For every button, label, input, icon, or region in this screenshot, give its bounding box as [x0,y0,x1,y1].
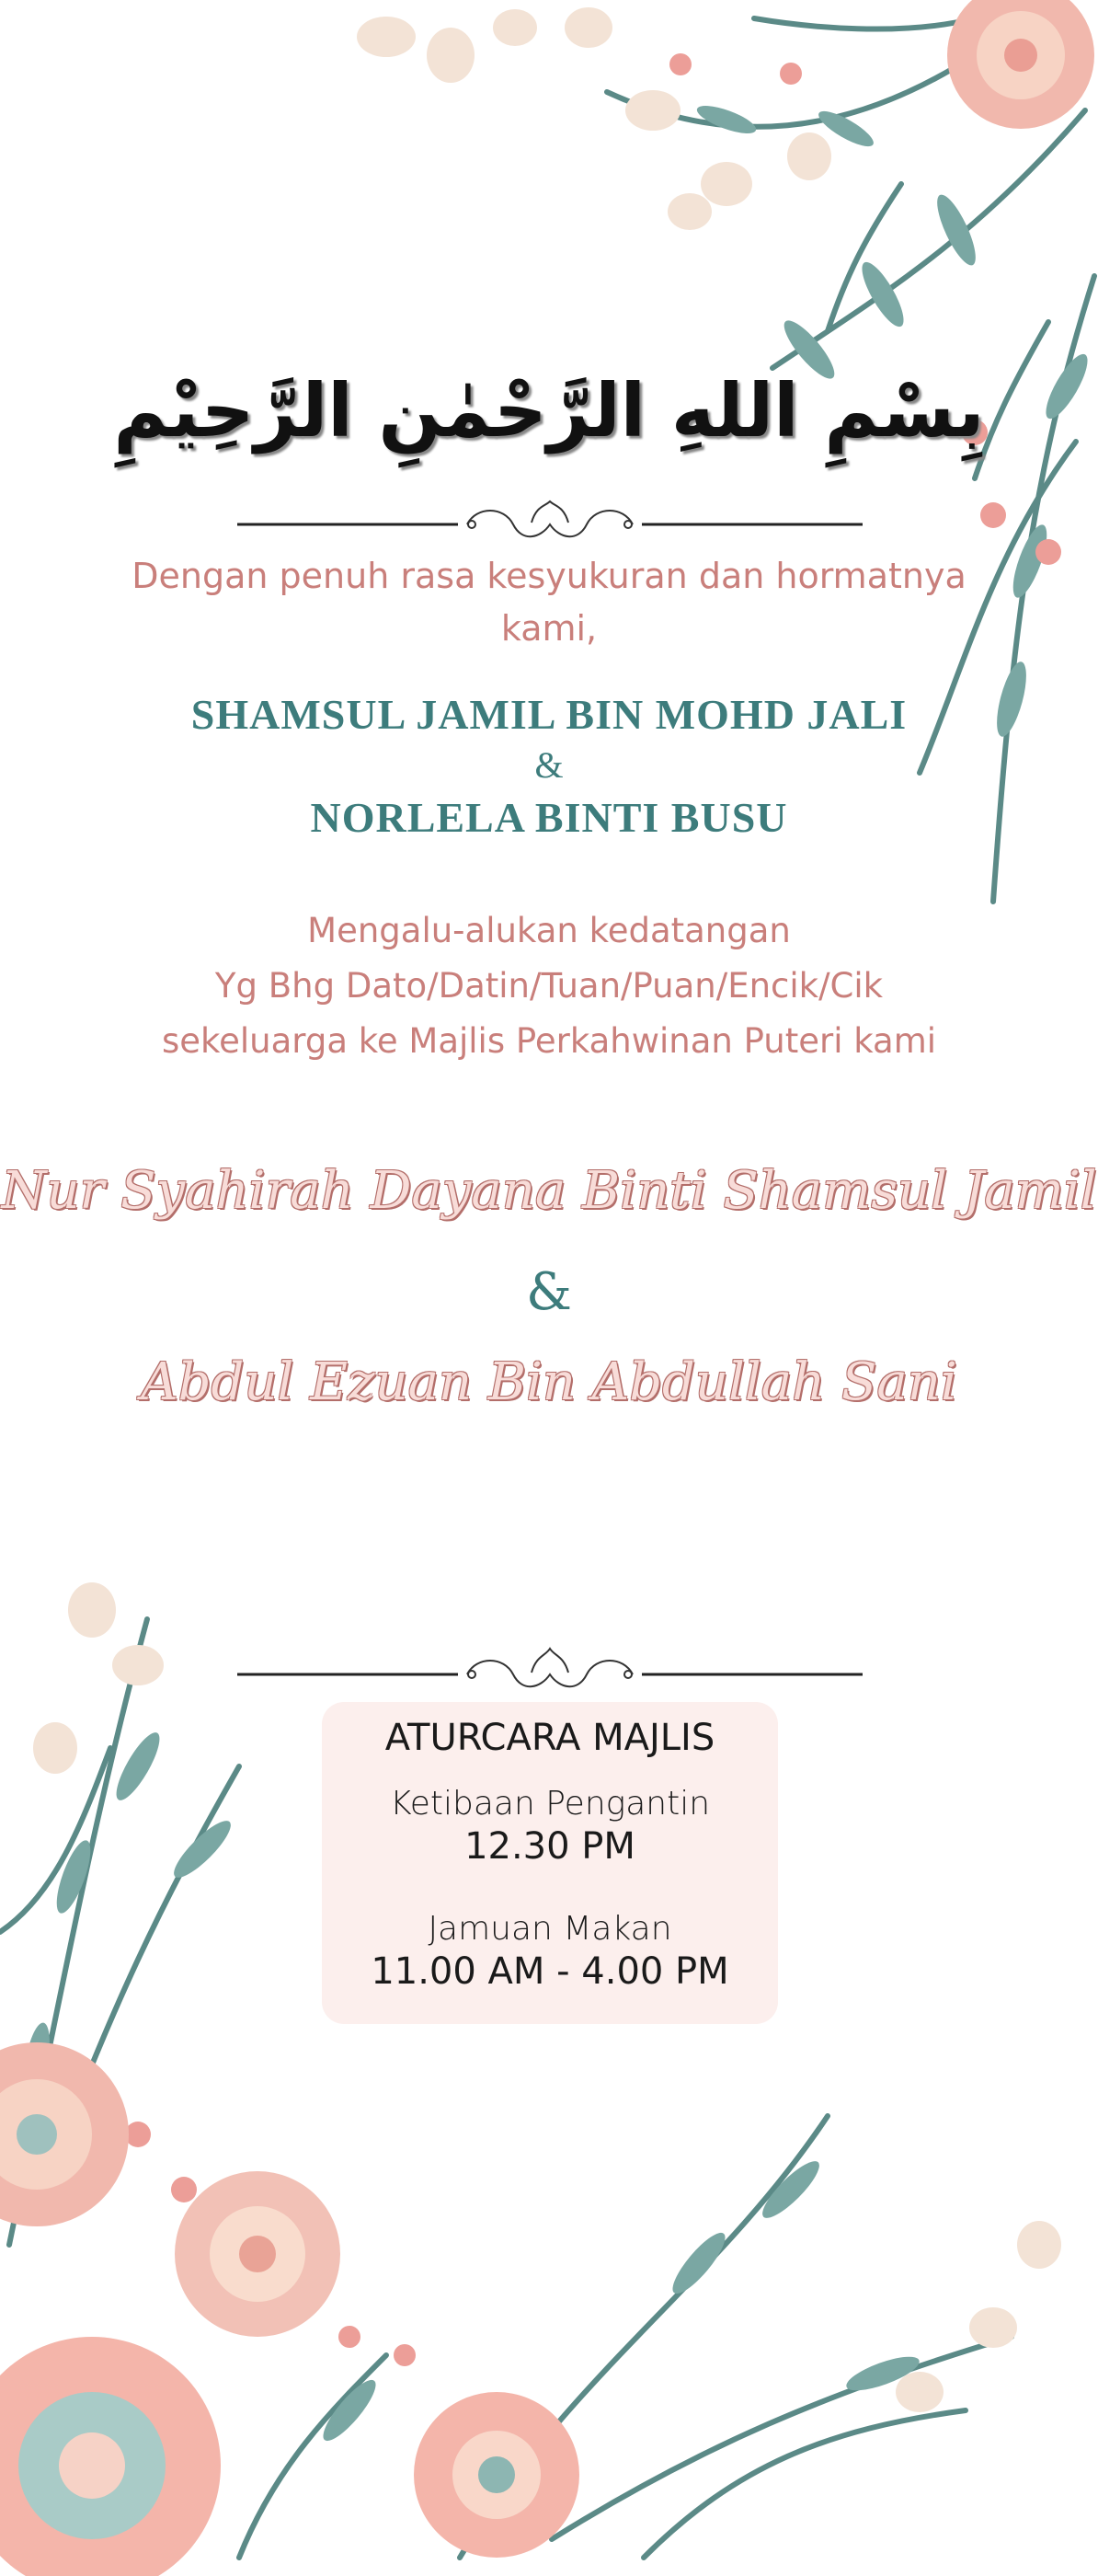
father-name: SHAMSUL JAMIL BIN MOHD JALI [190,691,908,738]
parents-ampersand: & [534,744,564,786]
basmalah-calligraphy: بِسْمِ اللهِ الرَّحْمٰنِ الرَّحِيْمِ [113,368,985,454]
schedule-title: ATURCARA MAJLIS [384,1717,715,1759]
schedule-item-label: Ketibaan Pengantin [389,1785,711,1823]
couple-ampersand: & [526,1262,572,1322]
mother-name: NORLELA BINTI BUSU [310,794,788,841]
ornamental-divider-bottom [237,1639,863,1695]
bride-name: Nur Syahirah Dayana Binti Shamsul Jamil [1,1161,1097,1221]
schedule-item-time: 11.00 AM - 4.00 PM [371,1950,729,1993]
schedule-item-label: Jamuan Makan [428,1910,672,1948]
schedule-item-time: 12.30 PM [464,1825,635,1868]
ornamental-divider-top [237,497,863,552]
floral-bottom-decoration [0,1546,1098,2576]
schedule-card [322,1702,778,2024]
welcome-line-2: Yg Bhg Dato/Datin/Tuan/Puan/Encik/Cik [214,966,884,1006]
welcome-line-1: Mengalu-alukan kedatangan [307,911,791,950]
intro-text: Dengan penuh rasa kesyukuran dan hormatnya kami, [132,556,966,649]
welcome-line-3: sekeluarga ke Majlis Perkahwinan Puteri kami [161,1021,937,1061]
groom-name: Abdul Ezuan Bin Abdullah Sani [141,1352,957,1412]
